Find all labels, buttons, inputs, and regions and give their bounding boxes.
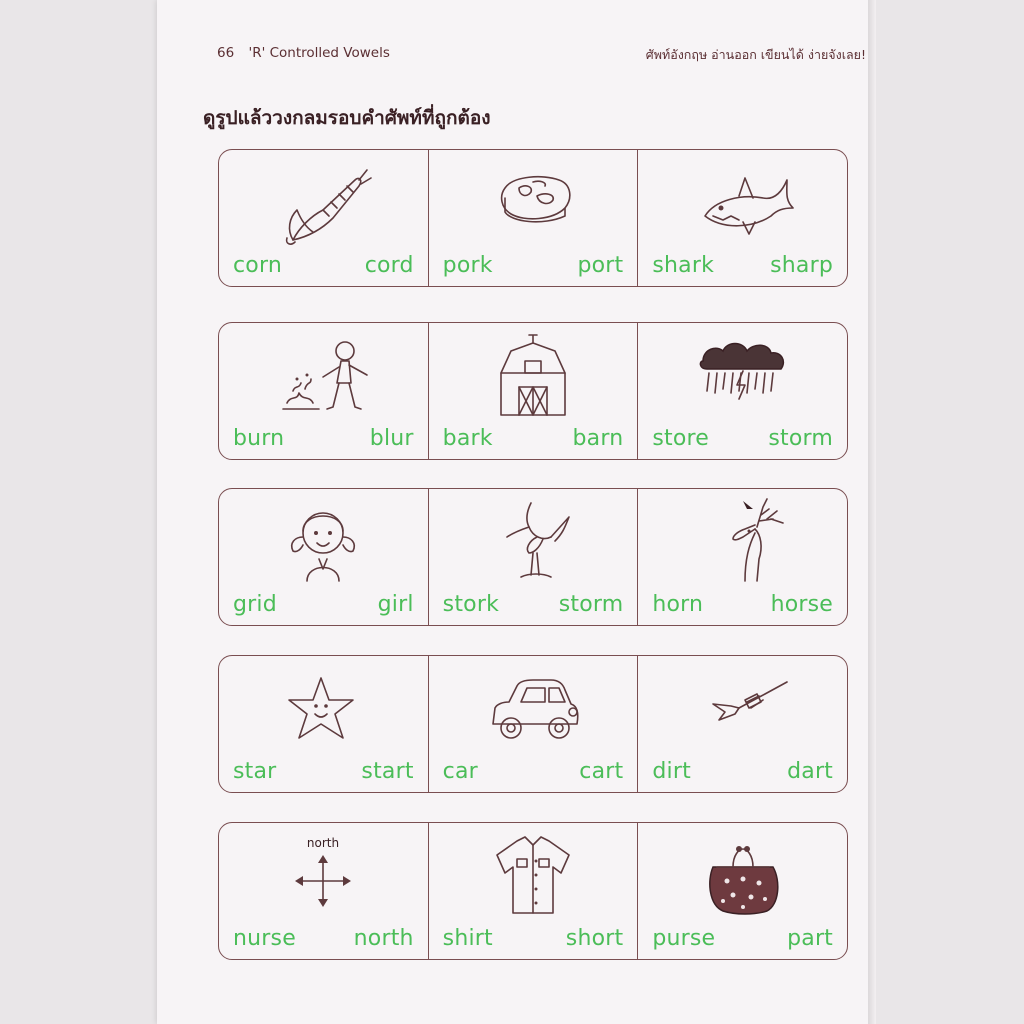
word-choice-left[interactable]: pork xyxy=(442,253,493,278)
word-choice-left[interactable]: nurse xyxy=(233,926,296,951)
exercise-cell xyxy=(219,656,428,792)
exercise-cell xyxy=(428,656,638,792)
word-choice-left[interactable]: purse xyxy=(652,926,716,951)
word-choice-right[interactable]: storm xyxy=(768,426,834,451)
exercise-cell xyxy=(428,323,638,459)
word-choice-left[interactable]: star xyxy=(233,759,277,784)
exercise-cell xyxy=(219,323,428,459)
word-choice-left[interactable]: car xyxy=(442,759,478,784)
word-choice-right[interactable]: short xyxy=(565,926,624,951)
word-choice-left[interactable]: shark xyxy=(652,253,715,278)
purse-icon xyxy=(683,831,803,921)
chapter-title: 'R' Controlled Vowels xyxy=(248,45,390,61)
compass-arrows-icon xyxy=(263,831,383,921)
exercise-row xyxy=(218,322,848,460)
exercise-row xyxy=(218,655,848,793)
word-choice-left[interactable]: store xyxy=(652,426,709,451)
exercise-cell xyxy=(428,489,638,625)
exercise-row xyxy=(218,488,848,626)
girl-icon xyxy=(263,497,383,587)
shirt-icon xyxy=(473,831,593,921)
instruction-heading: ดูรูปแล้ววงกลมรอบคำศัพท์ที่ถูกต้อง xyxy=(203,107,491,129)
exercise-cell xyxy=(219,150,428,286)
word-choice-right[interactable]: start xyxy=(361,759,414,784)
word-choice-right[interactable]: horse xyxy=(770,592,834,617)
compass-north-label: north xyxy=(307,836,340,850)
word-choice-left[interactable]: dirt xyxy=(652,759,691,784)
exercise-cell xyxy=(428,150,638,286)
word-choice-left[interactable]: corn xyxy=(233,253,282,278)
storm-cloud-icon xyxy=(683,331,803,421)
page-edge xyxy=(868,0,876,1024)
word-choice-right[interactable]: part xyxy=(787,926,834,951)
word-choice-right[interactable]: cart xyxy=(579,759,624,784)
word-choice-left[interactable]: horn xyxy=(652,592,704,617)
exercise-cell xyxy=(219,823,428,959)
word-choice-right[interactable]: port xyxy=(577,253,624,278)
star-icon xyxy=(263,664,383,754)
word-choice-left[interactable]: grid xyxy=(233,592,277,617)
word-choice-right[interactable]: dart xyxy=(787,759,834,784)
word-choice-right[interactable]: north xyxy=(353,926,414,951)
steak-icon xyxy=(473,158,593,248)
deer-icon xyxy=(683,497,803,587)
exercise-cell xyxy=(637,656,847,792)
word-choice-left[interactable]: shirt xyxy=(442,926,493,951)
dart-icon xyxy=(683,664,803,754)
word-choice-right[interactable]: girl xyxy=(377,592,414,617)
exercise-cell xyxy=(637,823,847,959)
boy-burning-leaves-icon xyxy=(263,331,383,421)
barn-icon xyxy=(473,331,593,421)
shark-icon xyxy=(683,158,803,248)
book-tagline: ศัพท์อังกฤษ อ่านออก เขียนได้ ง่ายจังเลย! xyxy=(645,47,866,62)
exercise-cell xyxy=(637,150,847,286)
car-icon xyxy=(473,664,593,754)
word-choice-left[interactable]: bark xyxy=(442,426,493,451)
word-choice-right[interactable]: barn xyxy=(572,426,624,451)
exercise-cell xyxy=(428,823,638,959)
word-choice-right[interactable]: cord xyxy=(364,253,414,278)
exercise-cell xyxy=(637,323,847,459)
exercise-row xyxy=(218,149,848,287)
word-choice-right[interactable]: blur xyxy=(369,426,414,451)
exercise-cell xyxy=(219,489,428,625)
stork-icon xyxy=(473,497,593,587)
word-choice-left[interactable]: burn xyxy=(233,426,285,451)
word-choice-right[interactable]: storm xyxy=(558,592,624,617)
exercise-cell xyxy=(637,489,847,625)
word-choice-left[interactable]: stork xyxy=(442,592,500,617)
word-choice-right[interactable]: sharp xyxy=(770,253,834,278)
corn-icon xyxy=(263,158,383,248)
exercise-row xyxy=(218,822,848,960)
page-number: 66 xyxy=(217,45,235,61)
page-header-left xyxy=(217,45,390,61)
